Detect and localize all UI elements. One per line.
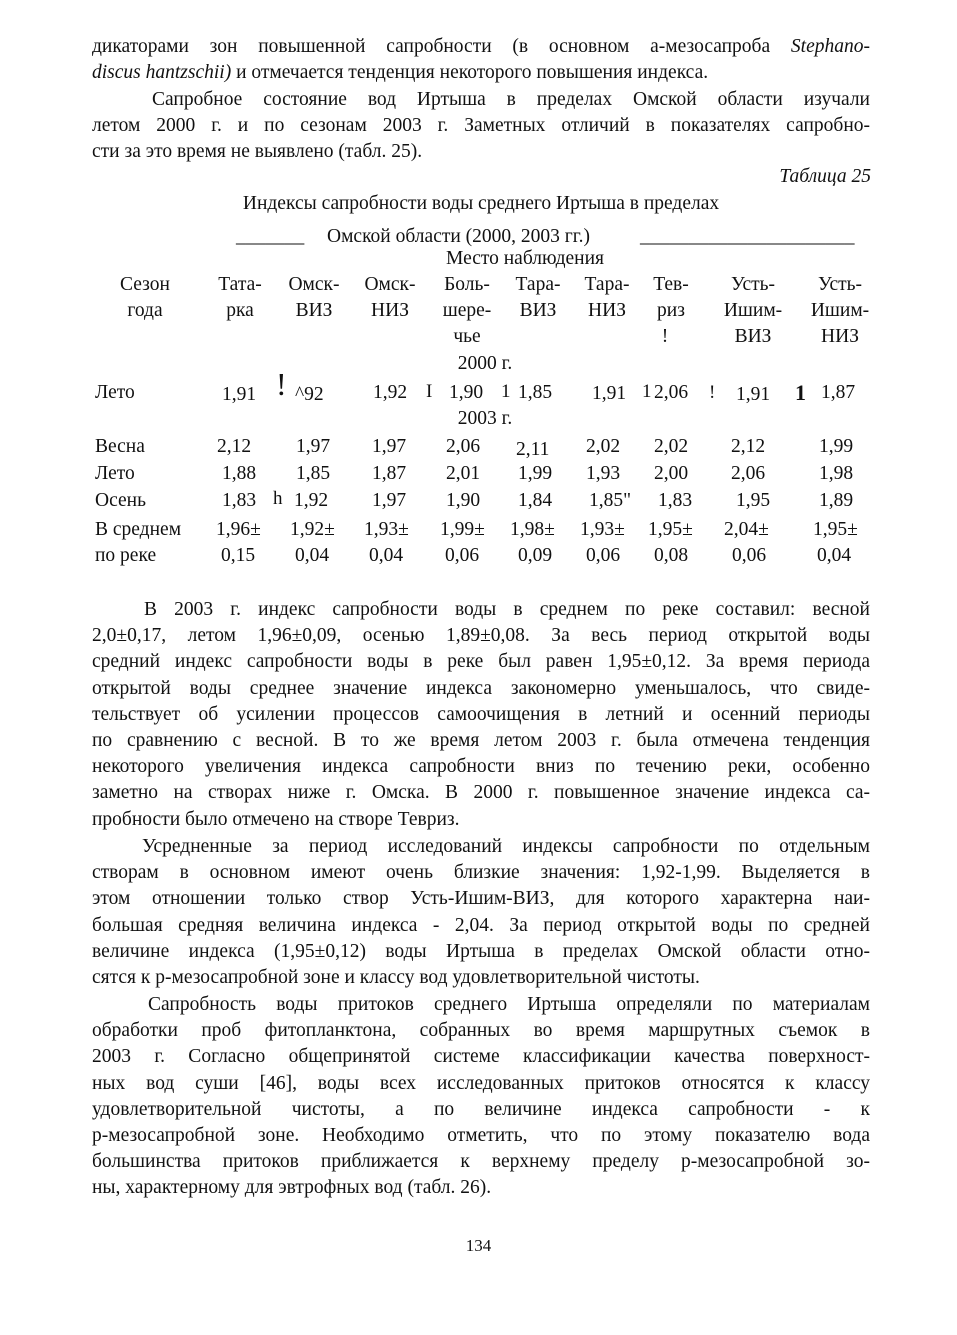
place-header: Место наблюдения [445,248,605,269]
column-header-omsk-viz: Омск- ВИЗ [288,274,340,321]
table-cell: 1,85 [296,463,331,484]
table-cell: 1,92 [294,490,329,511]
table-cell: 1,95± 0,04 [813,519,858,566]
table-cell: 2,11 [516,439,550,460]
table-cell: 1,99 [518,463,553,484]
table-cell: 1,91 [592,383,627,404]
table-cell: 1,92 [373,382,408,403]
text-line: р-мезосапробной зоне. Необходимо отметить, что по этому показателю вода [92,1125,870,1147]
row-season: Лето [95,463,135,484]
text-line: некоторого увеличения индекса сапробности вниз по течению реки, особенно [92,756,870,778]
scan-artifact-mark: 1 [795,380,806,405]
table-cell: 2,02 [654,436,689,457]
text-line: этом отношении только створ Усть-Ишим-ВИЗ, для которого характерна наи- [92,888,870,910]
header-line: года [127,300,163,321]
year-label-2000: 2000 г. [457,353,513,374]
table-cell: 1,85" [589,490,632,511]
table-cell: 2,12 [731,436,766,457]
table-cell: 2,06 [654,382,689,403]
table-cell: 1,95± 0,08 [648,519,693,566]
paragraph-intro [92,87,870,166]
table-cell: 1,95 [736,490,771,511]
scan-artifact-mark: ! [276,366,287,402]
scan-artifact-mark: h [273,488,283,509]
column-header-tara-viz: Тара- ВИЗ [515,274,561,321]
paragraph-2003-results [92,597,870,833]
text-line: тельствует об усилении процессов самоочищения в летний и осенний периоды [92,703,870,725]
text-line: сятся к р-мезосапробной зоне и классу вод удовлетворительной чистоты. [92,967,700,989]
column-header-omsk-niz: Омск- НИЗ [364,274,416,321]
column-header-tatarka: Тата- рка [218,274,262,321]
table-cell: 1,92± 0,04 [290,519,335,566]
table-cell: ^92 [295,384,324,405]
text-line: 2003 г. Согласно общепринятой системе классификации качества поверхност- [92,1046,870,1068]
table-cell: 1,96± 0,15 [216,519,261,566]
text-line: 2,0±0,17, летом 1,96±0,09, осенью 1,89±0,08. За весь период открытой воды [92,625,870,647]
table-cell: 1,91 [736,384,771,405]
table-cell: 1,90 [446,490,481,511]
text-line: большая средняя величина индекса - 2,04. За период открытой воды по средней [92,914,870,936]
table-cell: 2,04± 0,06 [724,519,769,566]
column-header-tara-niz: Тара- НИЗ [584,274,630,321]
table-cell: 1,87 [372,463,407,484]
table-cell: 1,88 [222,463,257,484]
text-line: по сравнению с весной. В то же время летом 2003 г. была отмечена тенденция [92,730,870,752]
table-title-underline-right: ______________________ [640,226,855,247]
text-line: средний индекс сапробности воды в реке был равен 1,95±0,12. За время периода [92,651,870,673]
text-line: обработки проб фитопланктона, собранных во время маршрутных съемок в [92,1020,870,1042]
table-title-line2: Омской области (2000, 2003 гг.) [327,226,590,247]
text-line: величине индекса (1,95±0,12) воды Иртыша в пределах Омской области отно- [92,940,870,962]
table-cell: 1,98 [819,463,854,484]
table-cell: 1,89 [819,490,854,511]
season-header [100,272,190,324]
text-line: удовлетворительной чистоты, а по величине индекса сапробности - к [92,1098,870,1120]
table-cell: 1,93 [586,463,621,484]
table-cell: 1,97 [372,490,407,511]
text-line: Усредненные за период исследований индексы сапробности по отдельным [142,836,870,857]
column-header-bolsherechye: Боль- шере- чье [442,274,492,347]
text-line: ны, характерному для эвтрофных вод (табл. 26). [92,1177,492,1199]
year-label-2003: 2003 г. [457,408,513,429]
row-average-label: В среднем по реке [95,519,182,566]
text-line: створам в основном имеют очень близкие значения: 1,92-1,99. Выделяется в [92,862,870,884]
text-line: дикаторами зон повышенной сапробности (в основном а-мезосапроба Stephano- [92,36,870,57]
row-season: Осень [95,490,146,511]
page-number: 134 [465,1236,492,1255]
table-cell: 2,06 [731,463,766,484]
row-season: Лето [95,382,135,403]
table-cell: 2,02 [586,436,621,457]
table-cell: 2,01 [446,463,481,484]
text-line: Сапробность воды притоков среднего Иртыша определяли по материалам [148,994,870,1015]
table-cell: 1,98± 0,09 [510,519,555,566]
paragraph-continuation [92,34,870,86]
table-cell: 1,97 [372,436,407,457]
table-cell: 1,91 [222,384,257,405]
column-header-ust-ishim-viz: Усть- Ишим- ВИЗ [723,274,783,347]
table-cell: 1,85 [518,382,553,403]
table-cell: 1,87 [821,382,856,403]
text-line: летом 2000 г. и по сезонам 2003 г. Заметных отличий в показателях сапробно- [92,115,870,137]
scan-artifact-mark: 1 [501,381,511,402]
table-cell: 1,97 [296,436,331,457]
scan-artifact-mark: I [426,381,433,402]
table-cell: 1,93± 0,04 [364,519,409,566]
column-header-ust-ishim-niz: Усть- Ишим- НИЗ [810,274,870,347]
scan-artifact-mark: ! [709,382,716,403]
text-line: Сапробное состояние вод Иртыша в пределах Омской области изучали [152,89,870,110]
table-cell: 1,83 [658,490,693,511]
table-cell: 1,99 [819,436,854,457]
table-cell: 2,00 [654,463,689,484]
scan-artifact-mark: 1 [642,381,652,402]
table-cell: 2,12 [217,436,252,457]
text-line: сти за это время не выявлено (табл. 25). [92,141,423,163]
text-line: В 2003 г. индекс сапробности воды в среднем по реке составил: весной [144,599,870,620]
table-cell: 2,06 [446,436,481,457]
table-cell: 1,93± 0,06 [580,519,625,566]
header-line: Сезон [120,274,170,295]
column-header-tevriz: Тев- риз ! [653,274,689,347]
row-season: Весна [95,436,145,457]
paragraph-averaged-indices [92,834,870,991]
text-line: большинства притоков приближается к верхнему пределу р-мезосапробной зо- [92,1151,870,1173]
text-line: пробности было отмечено на створе Тевриз. [92,808,460,830]
table-cell: 1,99± 0,06 [440,519,485,566]
table-cell: 1,84 [518,490,553,511]
table-title: Индексы сапробности воды среднего Иртыша в пределах [242,193,720,214]
table-number: Таблица 25 [779,166,871,187]
table-title-underline-left: _______ [236,226,305,247]
paragraph-tributaries [92,992,870,1202]
table-cell: 1,90 [449,382,484,403]
text-line: заметно на створах ниже г. Омска. В 2000 г. повышенное значение индекса са- [92,782,870,804]
text-line: discus hantzschii) и отмечается тенденция некоторого повышения индекса. [92,62,709,84]
text-line: открытой воды среднее значение индекса закономерно уменьшалось, что свиде- [92,677,870,699]
text-line: ных вод суши [46], воды всех исследованных притоков относятся к классу [92,1072,870,1094]
table-cell: 1,83 [222,490,257,511]
